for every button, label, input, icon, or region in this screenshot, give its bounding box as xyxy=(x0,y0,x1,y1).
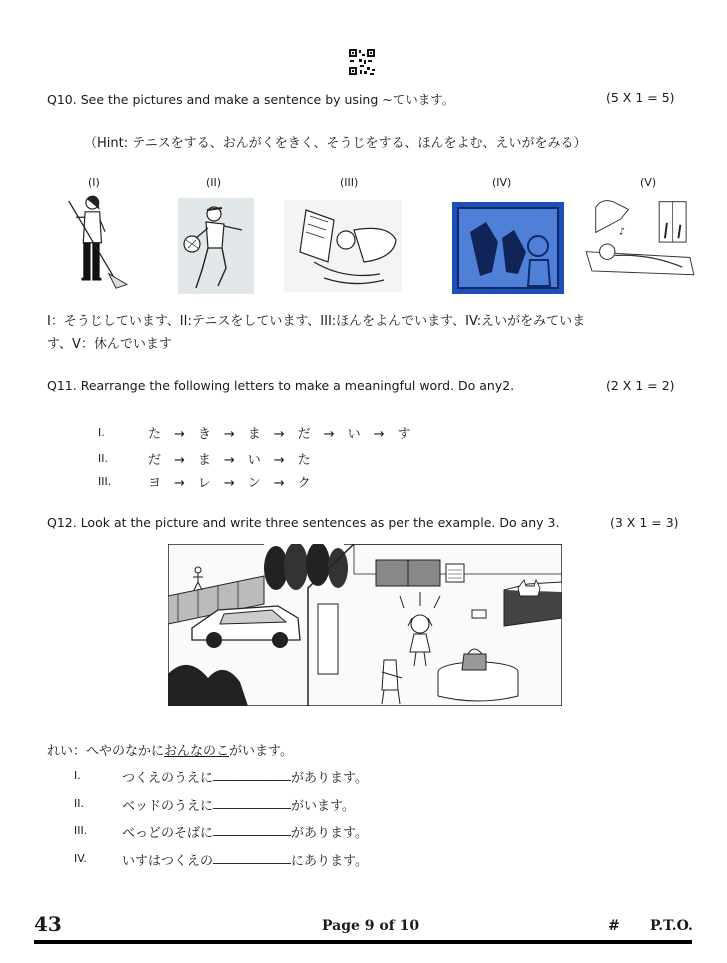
sweeping-girl-illustration xyxy=(58,190,134,290)
q12-item-number: I. xyxy=(74,769,81,782)
q11-question: Q11. Rearrange the following letters to make a meaningful word. Do any2. xyxy=(47,378,515,393)
q11-row-letters: ヨ → レ → ン → ク xyxy=(148,476,311,491)
reading-person-illustration xyxy=(284,196,402,296)
q12-item-after: があります。 xyxy=(291,826,368,841)
q12-example-suffix: がいます。 xyxy=(229,744,293,759)
q12-example-prefix: れい：へやのなかに xyxy=(47,744,165,759)
svg-text:♪: ♪ xyxy=(618,226,625,238)
q10-answer-line-1: I：そうじしています、II:テニスをしています、III:ほんをよんでいます、IV:えいがをみていま xyxy=(47,314,586,329)
q12-item-1 xyxy=(74,767,368,786)
q11-row-letters: だ → ま → い → た xyxy=(148,453,311,468)
q12-answer-blank[interactable]: ____________ xyxy=(213,767,292,782)
q12-item-4 xyxy=(74,850,368,869)
pto-label: P.T.O. xyxy=(650,918,693,934)
q12-item-number: IV. xyxy=(74,852,87,865)
movie-watching-illustration xyxy=(452,198,564,298)
qr-code-icon xyxy=(348,48,376,76)
tennis-player-illustration xyxy=(178,196,254,296)
picture-label-5: (V) xyxy=(640,176,657,189)
q12-item-after: があります。 xyxy=(291,771,368,786)
q11-row-number: III. xyxy=(98,475,112,488)
q12-item-before: つくえのうえに xyxy=(122,771,214,786)
q11-row-number: II. xyxy=(98,452,108,465)
q12-answer-blank[interactable]: ____________ xyxy=(213,795,292,810)
picture-label-1: (I) xyxy=(88,176,100,189)
resting-person-illustration xyxy=(580,194,698,294)
picture-label-2: (II) xyxy=(206,176,222,189)
room-scene-illustration xyxy=(168,544,562,706)
q11-row-2 xyxy=(98,449,311,468)
q10-answer-line-2: す、V：休んでいます xyxy=(47,337,172,352)
footer-rule xyxy=(34,940,692,944)
picture-label-4: (IV) xyxy=(492,176,512,189)
q12-answer-blank[interactable]: ____________ xyxy=(213,822,292,837)
q12-item-2 xyxy=(74,795,355,814)
q12-question: Q12. Look at the picture and write three sentences as per the example. Do any 3. xyxy=(47,515,560,530)
picture-label-3: (III) xyxy=(340,176,359,189)
q12-marks: (3 X 1 = 3) xyxy=(610,515,679,530)
q11-marks: (2 X 1 = 2) xyxy=(606,378,675,393)
q12-item-before: ベッドのうえに xyxy=(122,799,214,814)
q11-row-number: I. xyxy=(98,426,105,439)
q11-row-1 xyxy=(98,423,410,442)
page-code: 43 xyxy=(34,912,62,936)
q12-example xyxy=(47,740,293,759)
q12-item-after: がいます。 xyxy=(291,799,355,814)
hash-mark: # xyxy=(608,918,620,934)
q12-answer-blank[interactable]: ____________ xyxy=(213,850,292,865)
q10-marks: (5 X 1 = 5) xyxy=(606,90,675,105)
q10-question: Q10. See the pictures and make a sentence by using ~ています。 xyxy=(47,92,455,107)
q12-item-before: べっどのそばに xyxy=(122,826,214,841)
q10-hint: （Hint: テニスをする、おんがくをきく、そうじをする、ほんをよむ、えいがをみる） xyxy=(84,136,587,151)
q12-item-3 xyxy=(74,822,368,841)
q12-item-number: II. xyxy=(74,797,84,810)
q12-item-after: にあります。 xyxy=(291,854,368,869)
q11-row-3 xyxy=(98,472,311,491)
q12-example-underlined: おんなのこ xyxy=(164,744,230,759)
q11-row-letters: た → き → ま → だ → い → す xyxy=(148,427,411,442)
q12-item-before: いすはつくえの xyxy=(122,854,214,869)
page-number: Page 9 of 10 xyxy=(322,918,420,934)
q12-item-number: III. xyxy=(74,824,88,837)
